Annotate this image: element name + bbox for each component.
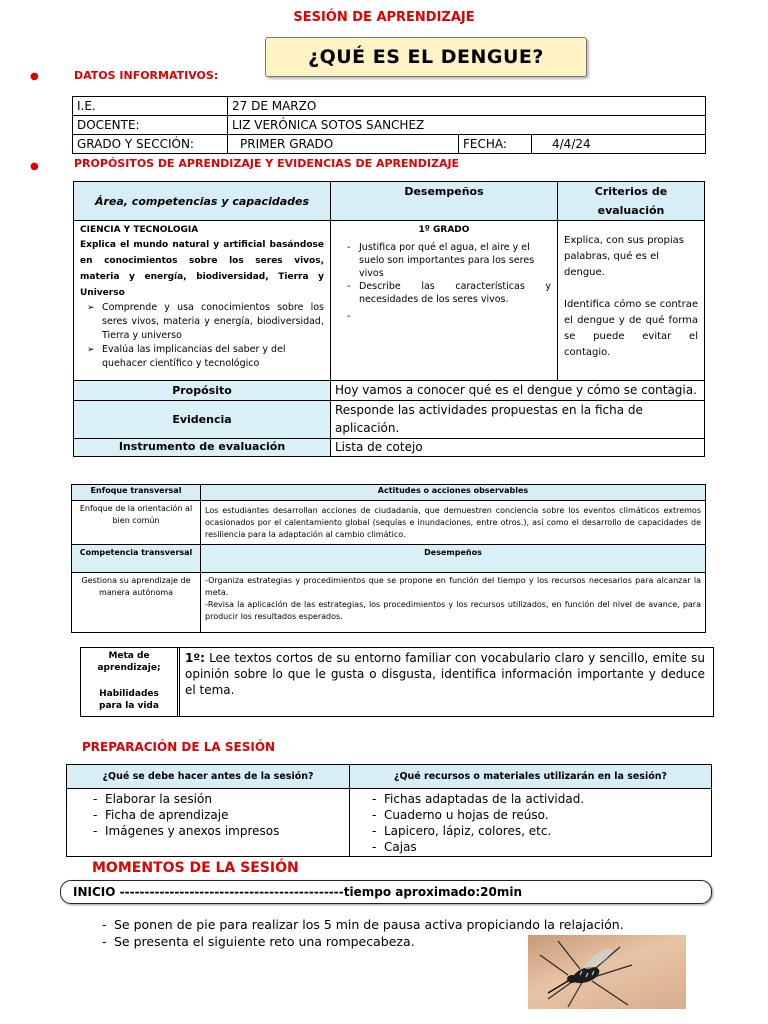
desempenos-label: Desempeños (201, 545, 706, 573)
meta-label: Meta de aprendizaje; (97, 651, 161, 673)
fecha-label: FECHA: (459, 135, 532, 154)
capacidades-list (80, 301, 324, 371)
enfoque-header: Enfoque transversal (72, 485, 201, 501)
habilidades-label: Habilidades para la vida (99, 689, 159, 711)
proposito-value: Hoy vamos a conocer qué es el dengue y cómo se contagia. (331, 381, 705, 401)
main-title: ¿QUÉ ES EL DENGUE? (265, 37, 587, 77)
list-item: - Lapicero, lápiz, colores, etc. (384, 823, 707, 839)
list-item: - Se presenta el siguiente reto una rompecabeza. (114, 933, 624, 950)
list-item: - Cajas (384, 839, 707, 855)
grado-value: PRIMER GRADO (228, 135, 459, 154)
col-criterios-header: Criterios de evaluación (558, 182, 705, 221)
competencia-transversal-label: Competencia transversal (72, 545, 201, 573)
list-item: - Elaborar la sesión (105, 791, 345, 807)
criterio-1: Explica, con sus propias palabras, qué es el dengue. (564, 235, 685, 278)
competencia-name: Gestiona su aprendizaje de manera autónoma (72, 573, 201, 633)
propositos-table (73, 181, 705, 457)
area-name: CIENCIA Y TECNOLOGIA (80, 225, 199, 235)
instrumento-value: Lista de cotejo (331, 439, 705, 457)
meta-text (185, 650, 705, 698)
ie-value: 27 DE MARZO (228, 97, 706, 116)
recursos-list (354, 791, 707, 855)
docente-value: LIZ VERÓNICA SOTOS SANCHEZ (228, 116, 706, 135)
list-item: - Fichas adaptadas de la actividad. (384, 791, 707, 807)
list-item: - Imágenes y anexos impresos (105, 823, 345, 839)
list-item: ➢ Comprende y usa conocimientos sobre los seres vivos, materia y energía, biodiversidad, Tierra y universo (102, 301, 324, 343)
desempenos-cell (331, 221, 558, 381)
competencia-text-1: -Organiza estrategias y procedimientos que se propone en función del tiempo y los recursos necesarios para alcanzar la meta. (205, 576, 701, 597)
list-item: - Cuaderno u hojas de reúso. (384, 807, 707, 823)
meta-box (80, 647, 714, 717)
competencia-text-2: -Revisa la aplicación de las estrategias, los procedimientos y los recursos utilizados, en función del nivel de avance, para producir los resultados esperados. (205, 600, 701, 621)
fecha-value: 4/4/24 (532, 135, 706, 154)
instrumento-label: Instrumento de evaluación (74, 439, 331, 457)
col-desempenos-header: Desempeños (331, 182, 558, 221)
area-cell (74, 221, 331, 381)
recursos-header: ¿Qué recursos o materiales utilizarán en la sesión? (350, 765, 712, 789)
datos-label: DATOS INFORMATIVOS: (74, 69, 219, 82)
preparacion-table (66, 764, 712, 857)
actitudes-header: Actitudes o acciones observables (201, 485, 706, 501)
session-title: SESIÓN DE APRENDIZAJE (293, 10, 475, 25)
mosquito-image (528, 935, 686, 1009)
bullet-icon: ● (30, 71, 39, 82)
proposito-label: Propósito (74, 381, 331, 401)
criterio-2: Identifica cómo se contrae el dengue y de qué forma se puede evitar el contagio. (564, 299, 698, 358)
antes-header: ¿Qué se debe hacer antes de la sesión? (67, 765, 350, 789)
inicio-text: INICIO ---------------------------------------------tiempo aproximado:20min (73, 885, 523, 899)
competencia-text: Explica el mundo natural y artificial basándose en conocimientos sobre los seres vivos, materia y energía, biodiversidad, Tierra y Universo (80, 240, 324, 298)
desempenos-list (337, 241, 551, 306)
criterios-cell (558, 221, 705, 381)
docente-label: DOCENTE: (73, 116, 228, 135)
evidencia-value: Responde las actividades propuestas en la ficha de aplicación. (331, 401, 705, 439)
grado-name: 1º GRADO (418, 225, 470, 235)
propositos-label: PROPÓSITOS DE APRENDIZAJE Y EVIDENCIAS DE APRENDIZAJE (74, 157, 460, 170)
recursos-cell (350, 789, 712, 857)
competencia-text (201, 573, 706, 633)
evidencia-label: Evidencia (74, 401, 331, 439)
grado-label: GRADO Y SECCIÓN: (73, 135, 228, 154)
list-item: - Ficha de aprendizaje (105, 807, 345, 823)
list-item: - Describe las características y necesidades de los seres vivos. (359, 280, 551, 306)
enfoque-text: Los estudiantes desarrollan acciones de ciudadanía, que demuestren conciencia sobre los eventos climáticos extremos ocasionados por el calentamiento global (sequías e inundaciones, entre otros.), así como el desarrollo de capacidades de resiliencia para la adaptación al cambio climático. (201, 501, 706, 545)
mosquito-icon (528, 935, 686, 1009)
list-item: - Justifica por qué el agua, el aire y el suelo son importantes para los seres vivos (359, 241, 551, 280)
enfoque-table (71, 484, 706, 633)
antes-cell (67, 789, 350, 857)
inicio-bar (60, 880, 712, 904)
list-item: - Se ponen de pie para realizar los 5 min de pausa activa propiciando la relajación. (114, 916, 624, 933)
bullet-icon: ● (30, 161, 39, 172)
meta-labels (81, 648, 180, 716)
enfoque-name: Enfoque de la orientación al bien común (72, 501, 201, 545)
meta-num: 1º: (185, 651, 205, 665)
col-area-header: Área, competencias y capacidades (74, 182, 331, 221)
datos-table (72, 96, 706, 154)
momentos-label: MOMENTOS DE LA SESIÓN (92, 860, 299, 876)
meta-desc: Lee textos cortos de su entorno familiar con vocabulario claro y sencillo, emite su opinión sobre lo que le gusta o disgusta, identifica información importante y deduce el tema. (185, 651, 705, 697)
ie-label: I.E. (73, 97, 228, 116)
preparacion-label: PREPARACIÓN DE LA SESIÓN (82, 740, 276, 754)
antes-list (71, 791, 345, 839)
list-item: ➢ Evalúa las implicancias del saber y del quehacer científico y tecnológico (102, 343, 324, 371)
